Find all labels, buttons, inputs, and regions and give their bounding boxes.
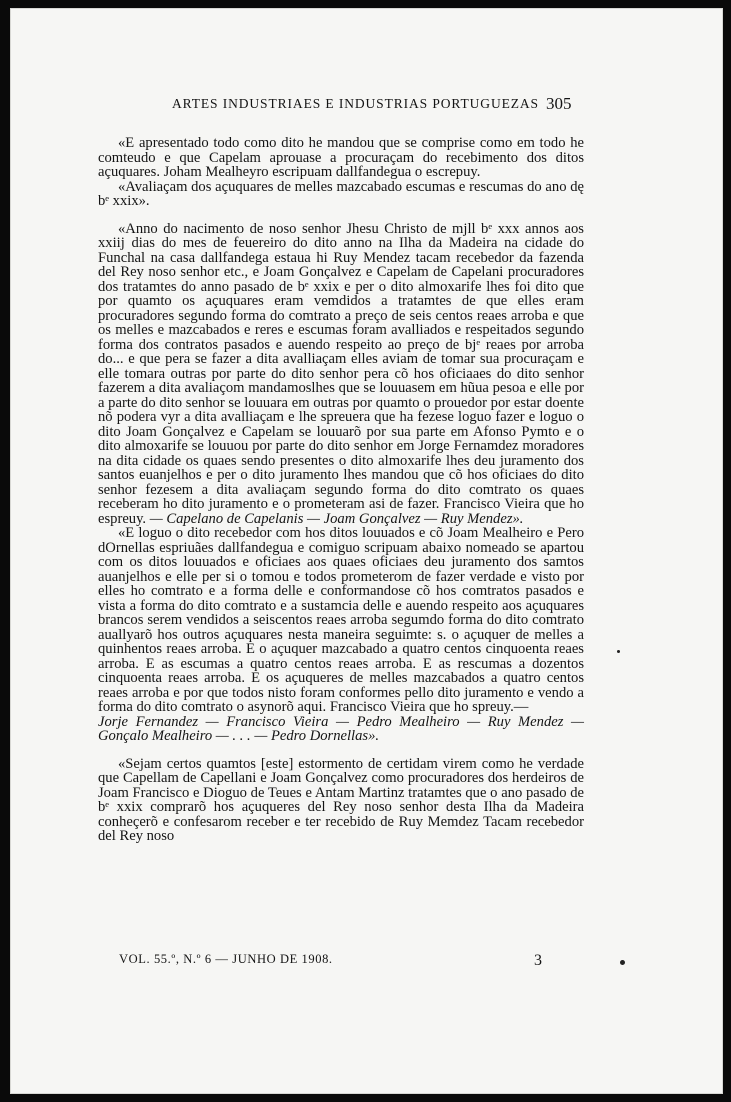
signature-line-2 — [98, 715, 584, 744]
paragraph-4: «E loguo o dito recebedor com hos ditos louuados e cõ Joam Mealheiro e Pero dOrnellas espriuães dallfandegua e comiguo scripuam abaixo nomeado se apartou com os ditos louuados e oficiaes aos quaes oficiaes deu juramento dos samtos auanjelhos e elle per si o tomou e todos prometerom de fazer verdade e visto por elles ho comtrato e a forma delle e conformandose cõ hos comtratos pasados e vista a forma do dito comtrato e a sustamcia delle e auendo respeito aos açuquares brancos serem vendidos a seiscentos reaes arroba segumdo forma do dito comtrato auallyarõ hos outros açuquares nesta maneira seguimte: s. o açuquer de melles a quinhentos reaes arroba. E o açuquer mazcabado a quatro centos cinquoenta reaes arroba. E as escumas a quatro centos reaes arroba. E as rescumas a dozentos cinquoenta reaes arroba. E os açuqueres de melles mazcabados a quatro centos reaes arroba e por que todos nisto foram conformes pello dito juramento e vendo a forma do dito comtrato o asynorõ aqui. Francisco Vieira que ho spreuy.— — [98, 525, 584, 715]
ink-speck — [617, 650, 620, 653]
paragraph-5: «Sejam certos quamtos [este] estormento de certidam virem como he verdade que Capellam de Capellani e Joam Gonçalvez como procuradores dos herdeiros de Joam Francisco e Dioguo de Teues e Antam Martinz tratamtes que o ano pasado de bᵉ xxix comprarõ hos açuqueres del Rey noso senhor desta Ilha da Madeira conheçerõ e confesarom receber e ter recebido de Ruy Memdez Tacam recebedor del Rey noso — [98, 755, 584, 844]
page-header — [10, 96, 723, 116]
signature-names-2: Jorje Fernandez — Francisco Vieira — Pedro Mealheiro — Ruy Mendez — Gonçalo Mealheiro — . . . — Pedro Dornellas». — [98, 713, 584, 744]
page-body — [98, 136, 584, 844]
paragraph-2: «Avaliaçam dos açuquares de melles mazcabado escumas e rescumas do ano dę bᵉ xxix». — [98, 178, 584, 209]
book-page — [10, 8, 723, 1094]
ink-speck — [620, 960, 625, 965]
paragraph-1: «E apresentado todo como dito he mandou que se comprise como em todo he comteudo e que Capelam aprouase a procuraçam do recebimento dos ditos açuquares. Joham Mealheyro escripuam dallfandegua o escrepuy. — [98, 135, 584, 180]
running-title: ARTES INDUSTRIAES E INDUSTRIAS PORTUGUEZAS — [172, 96, 539, 111]
paragraph-3 — [98, 222, 584, 527]
signature-mark: 3 — [534, 952, 542, 969]
page-number: 305 — [546, 94, 572, 113]
signature-line-1: — Capelano de Capelanis — Joam Gonçalvez — Ruy Mendez». — [149, 510, 524, 527]
paragraph-3-text: «Anno do nacimento de noso senhor Jhesu Christo de mjll bᵉ xxx annos aos xxiij dias do mes de feuereiro do dito anno na Ilha da Madeira na cidade do Funchal na casa dallfandega estaua hi Ruy Mendez tacam recebedor da fazenda del Rey noso senhor etc., e Joam Gonçalvez e Capelam de Capelani procuradores dos tratamtes do anno pasado de bᵉ xxix e per o dito almoxarife lhes foi dito que por quamto os açuquares eram vemdidos a tratamtes de que elles eram procuradores segundo forma do comtrato a preço de seis centos reaes arroba e que os melles e mazcabados e reres e escumas foram avalliados e respeitados segundo forma dos contratos pasados e auendo respeito ao preço de bjᵉ reaes por arroba do... e que pera se fazer a dita avalliaçam elles aviam de tomar sua procuraçam e elle tomara outras por parte do dito senhor pera cõ hos oficiaaes do dito senhor fazerem a dita avaliaçom mandamoslhes que se louuasem em hũua pesoa e elle por a parte do dito senhor se louuara em outras por quamto o prouedor por estar doente nõ podera vyr a dita avalliaçam e lhe spreuera que ha fezese loguo fazer e loguo o dito Joam Gonçalvez e Capelam se louuarõ por sua parte em Afonso Pymto e o dito almoxarife se louuou por parte do dito senhor em Jorge Fernamdez moradores na dita cidade os quaes sendo presentes o dito almoxarife lhes deu juramento dos santos euanjelhos e per o dito juramento lhes mandou que cõ hos oficiaes do dito senhor fezesem a dita avaliaçam segundo forma do dito comtrato os quaes receberam ho dito juramento e o prometeram asi de fazer. Francisco Vieira que ho espreuy. — [98, 220, 584, 527]
volume-footer: VOL. 55.º, N.º 6 — JUNHO DE 1908. — [119, 952, 333, 966]
